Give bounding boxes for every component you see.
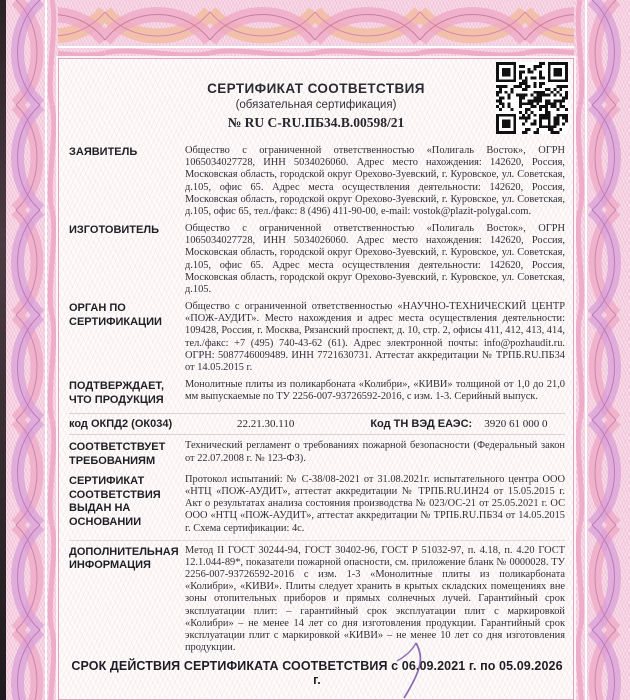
section-text: Общество с ограниченной ответственностью «Полигаль Восток», ОГРН 1065034027728, ИНН 5034026060. Адрес место нахождения: 142620, Россия, Московская область, городской округ Орехово-Зуевский, г. Куровское, ул. Советская, д.105, офис 65. Адрес места осуществления деятельности: 142620, Россия, Московская область, городской округ Орехово-Зуевский, г. Куровское, ул. Советская, д.105, офис 65, тел./факс: 8 (496) 411-90-00, e-mail: vostok@plazit-polygal.com. <box>185 145 565 217</box>
section-text: Протокол испытаний: № С-38/08-2021 от 31.08.2021г. испытательного центра ООО «НТЦ «ПОЖ-АУДИТ», аттестат аккредитации № ТРПБ.RU.ИН24 от 15.05.2015 г. Акт о результатах анализа состояния производства № 023/ОС-21 от 25.05.2021 г. ОС ООО «НТЦ «ПОЖ-АУДИТ», аттестат аккредитации № ТРПБ.RU.ПБ34 от 14.05.2015 г. Схема сертификации: 4с. <box>185 473 565 534</box>
section-label: ДОПОЛНИТЕЛЬНАЯ ИНФОРМАЦИЯ <box>69 545 179 572</box>
certificate-sections <box>69 145 565 699</box>
certificate-number: № RU C-RU.ПБ34.В.00598/21 <box>227 115 405 130</box>
certificate-body <box>58 58 574 700</box>
section-additional-info <box>69 540 565 655</box>
section-issued-on-basis <box>69 474 565 535</box>
border-left-guilloche <box>4 0 58 700</box>
certificate-title: СЕРТИФИКАТ СООТВЕТСТВИЯ <box>207 81 425 96</box>
section-applicant <box>69 145 565 218</box>
scan-edge <box>0 0 6 700</box>
section-label: СООТВЕТСТВУЕТ ТРЕБОВАНИЯМ <box>69 441 166 468</box>
section-product <box>69 379 565 408</box>
section-label: ПОДТВЕРЖДАЕТ, ЧТО ПРОДУКЦИЯ <box>69 380 165 406</box>
qr-code-icon <box>496 62 568 134</box>
border-top-guilloche <box>0 0 630 60</box>
codes-row <box>69 413 565 436</box>
section-label: ИЗГОТОВИТЕЛЬ <box>69 224 159 237</box>
section-text: Общество с ограниченной ответственностью «Полигаль Восток», ОГРН 1065034027728, ИНН 5034026060. Адрес место нахождения: 142620, Россия, Московская область, городской округ Орехово-Зуевский, г. Куровское, ул. Советская, д.105, офис 65. Адрес места осуществления деятельности: 142620, Россия, Московская область, городской округ Орехово-Зуевский, г. Куровское, ул. Советская, д.105. <box>185 223 565 295</box>
section-requirements <box>69 440 565 469</box>
okpd2-value: 22.21.30.110 <box>237 417 295 430</box>
guilloche-wave-icon <box>0 0 630 60</box>
section-text: Монолитные плиты из поликарбоната «Колибри», «КИВИ» толщиной от 1,0 до 21,0 мм выпускаемые по ТУ 2256-007-93726592-2016, с изм. 1-3. Серийный выпуск. <box>185 379 565 403</box>
okpd2-label: код ОКПД2 (ОК034) <box>69 417 173 430</box>
section-text: Технический регламент о требованиях пожарной безопасности (Федеральный закон от 22.07.2008 г. № 123-ФЗ). <box>185 440 565 464</box>
validity-line: СРОК ДЕЙСТВИЯ СЕРТИФИКАТА СООТВЕТСТВИЯ с 06.09.2021 г. по 05.09.2026 г. <box>71 659 563 688</box>
section-manufacturer <box>69 223 565 296</box>
section-label: СЕРТИФИКАТ СООТВЕТСТВИЯ ВЫДАН НА ОСНОВАНИИ <box>69 474 161 529</box>
tnved-label: Код ТН ВЭД ЕАЭС: <box>370 417 473 430</box>
certificate-subtitle: (обязательная сертификация) <box>235 99 397 111</box>
border-right-guilloche <box>574 0 630 700</box>
section-text: Метод II ГОСТ 30244-94, ГОСТ 30402-96, ГОСТ Р 51032-97, п. 4.18, п. 4.20 ГОСТ 12.1.044-89*, показатели пожарной опасности, см. приложение бланк № 0000028. ТУ 2256-007-93726592-2016 с изм. 1-3 «Монолитные плиты из поликарбоната «Колибри», «КИВИ». Плиты следует хранить в крытых складских помещениях вне зоны отопительных приборов и прямых солнечных лучей. Гарантийный срок эксплуатации плит: – гарантийный срок эксплуатации плит с маркировкой «Колибри» – не менее 14 лет со дня изготовления продукции. Гарантийный срок эксплуатации плит с маркировкой «КИВИ» – не менее 10 лет со дня изготовления продукции. <box>185 544 565 654</box>
tnved-value: 3920 61 000 0 <box>484 417 548 430</box>
guilloche-wave-icon <box>4 0 58 700</box>
section-label: ОРГАН ПО СЕРТИФИКАЦИИ <box>69 302 162 328</box>
section-label: ЗАЯВИТЕЛЬ <box>69 146 138 158</box>
section-text: Общество с ограниченной ответственностью «НАУЧНО-ТЕХНИЧЕСКИЙ ЦЕНТР «ПОЖ-АУДИТ». Место нахождения и адрес места осуществления деятельности: 109428, Россия, г. Москва, Рязанский проспект, д. 10, стр. 2, офисы 411, 412, 413, 414, тел./факс: +7 (495) 740-43-62 (61). Адрес электронной почты: info@pozhaudit.ru. ОГРН: 5087746009489. ИНН 7721630731. Аттестат аккредитации № ТРПБ.RU.ПБ34 от 14.05.2015 г. <box>185 301 565 373</box>
codes-values <box>185 418 565 430</box>
guilloche-wave-icon <box>574 0 630 700</box>
section-certification-body <box>69 301 565 374</box>
